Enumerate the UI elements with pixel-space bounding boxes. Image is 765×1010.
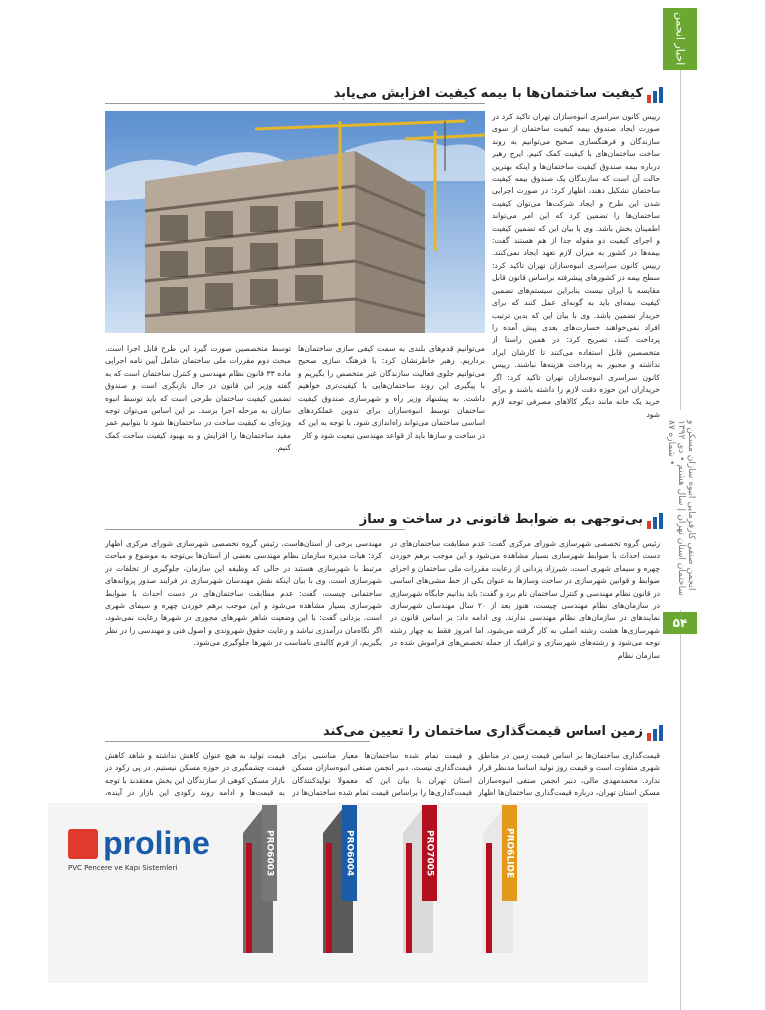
- product-label: PRO7005: [422, 805, 437, 901]
- article3-column-left: قیمت تولید به هیچ عنوان کاهش نداشته و شاهد کاهش قیمت چشمگیری در حوزه مسکن نیستیم. در پی رکود در بازار مسکن کوهی از سازندگان این بخش معتقدند با توجه به قیمت‌ها و ادامه روند رکودی این بازار در آینده،: [105, 751, 285, 798]
- product-profile: [318, 803, 358, 973]
- construction-photo: [105, 111, 485, 333]
- article3-title: زمین اساس قیمت‌گذاری ساختمان را تعیین می‌کند: [322, 724, 643, 739]
- product-profile: [238, 803, 278, 973]
- article1-title: کیفیت ساختمان‌ها با بیمه کیفیت افزایش می‌یابد: [333, 86, 643, 101]
- article2-column-right: رئیس گروه تخصصی شهرسازی شورای مرکزی گفت: عدم مطابقت ساختمان‌های در دست احداث با ضوابط شهرسازی بسیار مشاهده می‌شود و این موجب برهم خوردن چهره و سیمای شهری است. شیرزاد یزدانی از رعایت مقررات ملی ساختمان و اجرای ضوابط و قوانین شهرسازی در ساخت وسازها به عنوان یکی از خط مشی‌های اساسی در قانون نظام مهندسی و کنترل ساختمان نام برد و گفت: باید بدانیم جایگاه شهرسازی در سازمان‌های نظام مهندسی چیست، هنوز بعد از ۲۰ سال مهندسان شهرسازی نمایندهای در سازمان‌های نظام مهندسی ندارند. وی ادامه داد: بر اساس قانون در شهرسازی‌ها هشت رشته اصلی به کار گرفته می‌شود، اما امروز فقط به چهار رشته توجه می‌شود و رشته‌های شهرسازی و ترافیک از جمله تخصص‌های فراموش شده در سازمان نظام: [390, 539, 660, 660]
- chart-bars-icon: [647, 513, 665, 529]
- article2-column-left: مهندسی برخی از استان‌هاست. رئیس گروه تخصصی شهرسازی شورای مرکزی اظهار کرد: هیات مدیره سازمان نظام مهندسی بعضی از استان‌ها بی‌توجه به موضوع و مباحث مرتبط با شهرسازی هستند در حالی که وظیفه این سازمان، جلوگیری از تخلفات در شهرسازی است. وی با بیان اینکه نقش مهندسان شهرسازی در فرایند صدور پروانه‌های ساختمانی چیست، گفت: عدم مطابقت ساختمان‌های در دست احداث با ضوابط شهرسازی بسیار مشاهده می‌شود و این موجب برهم خوردن چهره و سیمای شهری است. یزدانی گفت: با این وضعیت شاهر شهرهای مجوری در شهرها رعایت نمی‌شود، اگر نگاه‌مان درآمدزی نباشد و رعایت حقوق شهروندی و اصول فنی و مهندسی را در نظر بگیریم، از فرم کالبدی نامناسب در شهرها جلوگیری می‌شود.: [105, 539, 382, 648]
- chart-bars-icon: [647, 725, 665, 741]
- article3-header: [105, 724, 665, 746]
- article1-header: [105, 86, 665, 106]
- product-label: PRO6LIDE: [502, 805, 517, 901]
- product-label: PRO6004: [342, 805, 357, 901]
- product-profile: [478, 803, 518, 973]
- article3-column-middle: و قیمت تمام شده ساختمان‌ها معیار مناسبی برای قیمت‌گذاری نیست. دبیر انجمن صنفی انبوه‌سازان مسکن استان تهران با بیان این که معمولا تولیدکنندگان قیمت‌گذاری‌ها را براساس قیمت تمام شده ساختمان‌ها در: [292, 751, 472, 798]
- issue-line: انجمن صنفی کارفرمایی انبوه سازان مسکن و ساختمان استان تهران | سال هشتم • دی ۱۳۹۲ • شماره ۸۷: [666, 420, 696, 596]
- proline-logo: [68, 825, 210, 872]
- brand-tagline: PVC Pencere ve Kapı Sistemleri: [68, 864, 178, 872]
- article3-column-right: قیمت‌گذاری ساختمان‌ها بر اساس قیمت زمین در مناطق شهری متفاوت است و قیمت روز تولید اساسا مدنظر قرار ندارد. محمدمهدی مالی، دبیر انجمن صنفی انبوه‌سازان مسکن استان تهران، درباره قیمت‌گذاری ساختمان‌ها اظهار: [478, 751, 660, 798]
- product-label: PRO6003: [262, 805, 277, 901]
- article2-header: [105, 512, 665, 534]
- product-profile: [398, 803, 438, 973]
- article1-rule: [105, 103, 485, 104]
- article2-title: بی‌توجهی به ضوابط قانونی در ساخت و ساز: [359, 512, 643, 527]
- article3-rule: [105, 741, 370, 742]
- section-tag: اخبار انجمن: [663, 8, 697, 70]
- chart-bars-icon: [647, 87, 665, 103]
- article1-column-middle: می‌توانیم قدم‌های بلندی به سمت کیفی سازی ساختمان‌ها برداریم. رهبر خاطرنشان کرد: با فرهنگ سازی صحیح می‌توانیم جلوی فعالیت سازندگان غیر متخصص را بگیریم و با پیگیری این روند ساختمان‌هایی با کیفیت‌تری خواهیم داشت. به پیشنهاد وزیر راه و شهرسازی صندوق کیفیت ساختمان توسط انبوه‌سازان برای تدوین عملکردهای اساسی ساختمان می‌تواند راه‌اندازی شود. با توجه به این که در ساخت و سازها باید از قواعد مهندسی تبعیت شود و کار: [298, 344, 485, 440]
- article1-column-left: توسط متخصصین صورت گیرد این طرح قابل اجرا است. مبحث دوم مقررات ملی ساختمان شامل آیین نامه اجرایی ماده ۳۳ قانون نظام مهندسی و کنترل ساختمان است که به گفته وزیر این قانون در حال بازنگری است و صندوق تضمین کیفیت ساختمان طرحی است که باید توسط انبوه سازان به مرحله اجرا برسد. بر این اساس می‌توان توجه ویژه‌ای به کیفیت ساخت در ساختمان‌ها شود تا بتوانیم عمر مفید ساختمان‌ها را افزایش و به بهبود کیفیت ساخت کمک کنیم.: [105, 344, 291, 453]
- page-number: ۵۴: [663, 612, 697, 634]
- brand-name: proline: [103, 825, 210, 861]
- proline-advertisement: [48, 803, 648, 983]
- article2-rule: [105, 529, 405, 530]
- article1-column-right: رییس کانون سراسری انبوه‌سازان تهران تاکید کرد در صورت ایجاد صندوق بیمه کیفیت ساختمان از سوی سازندگان و فرهنگسازی صحیح می‌توانیم به روند ساخت ساختمان‌های با کیفیت کمک کنیم. ایرج رهبر درباره بیمه صندوق کیفیت ساختمان‌ها و اینکه بهترین حالت آن است که سازندگان یک صندوق بیمه کیفیت ساختمان تشکیل دهند، اظهار کرد: در صورت اجرایی شدن این طرح و ایجاد شرکت‌ها می‌توان کیفیت ساختمان‌ها را تضمین کرد که این امر می‌تواند اطمینان بخش باشد. وی با بیان این که تضمین کیفیت و اجرای کیفیت دو مقوله جدا از هم هستند گفت: بیمه‌ها در کشور به میزان لازم تعهد ایجاد نمی‌کنند. رییس کانون سراسری انبوه‌سازان تهران تاکید کرد: سطح بیمه در کشورهای پیشرفته براساس قانون قابل مقایسه با ایران نیست بنابراین سیستم‌های تضمین کیفیت بیمه‌ای باید به گونه‌ای عمل کنند که برای خریدار تضمین باشد. وی با بیان این که بدین ترتیب افراد نمی‌خواهند خسارت‌های بعدی پیش آمده را پرداخت کنند، تصریح کرد: در همین راستا از متخصصین قابل استفاده می‌کنند تا کارشان ایراد نداشته و مجبور به پرداخت هزینه‌ها نباشند. رییس کانون سراسری انبوه‌سازان تهران تاکید کرد: اگر خریداران این حوزه دقت لازم را داشته باشند و برای خرید یک خانه مانند دیگر کالاهای مصرفی توجه لازم شود: [492, 112, 660, 419]
- logo-square-icon: [68, 829, 98, 859]
